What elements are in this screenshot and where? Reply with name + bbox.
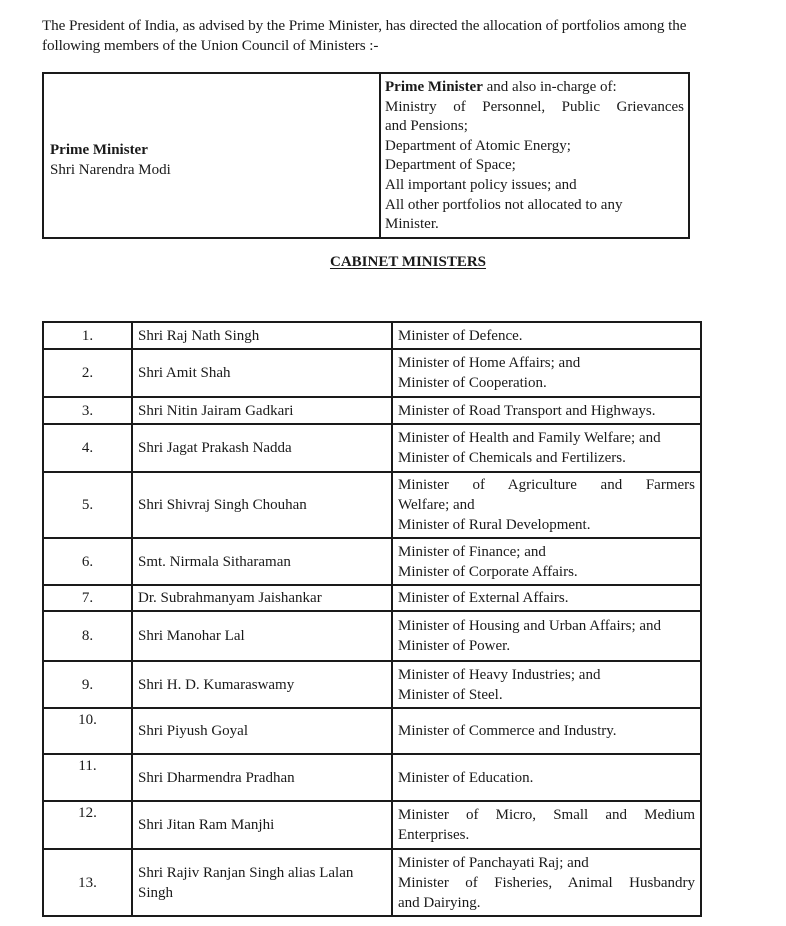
- portfolio-line: Minister of Home Affairs; and: [398, 355, 581, 371]
- portfolio-line: Minister of Education.: [398, 769, 534, 786]
- table-row: [43, 754, 701, 801]
- portfolio-line: Minister of Fisheries, Animal Husbandry: [398, 874, 695, 891]
- portfolio-line: Minister of Health and Family Welfare; and: [398, 430, 661, 446]
- cabinet-ministers-table: [42, 321, 702, 917]
- table-row: [43, 349, 701, 397]
- table-row: [43, 424, 701, 472]
- minister-portfolio: [392, 801, 701, 849]
- minister-portfolio: [392, 322, 701, 349]
- row-number: 5.: [43, 472, 132, 538]
- intro-line-2: following members of the Union Council of Ministers :-: [42, 37, 379, 54]
- minister-name: Shri Amit Shah: [132, 349, 392, 397]
- minister-name: Shri Jagat Prakash Nadda: [132, 424, 392, 472]
- row-number: 6.: [43, 538, 132, 585]
- minister-name: Shri Nitin Jairam Gadkari: [132, 397, 392, 424]
- minister-portfolio: [392, 754, 701, 801]
- portfolio-heading-bold: Prime Minister: [385, 79, 483, 95]
- minister-portfolio: [392, 397, 701, 424]
- portfolio-line: Enterprises.: [398, 827, 470, 843]
- row-number: 11.: [43, 754, 132, 801]
- row-number: 4.: [43, 424, 132, 472]
- minister-portfolio: [392, 849, 701, 916]
- portfolio-line: All other portfolios not allocated to any: [385, 196, 623, 213]
- row-number: 7.: [43, 585, 132, 611]
- minister-name: Shri Rajiv Ranjan Singh alias Lalan Singh: [132, 849, 392, 916]
- minister-portfolio: [392, 708, 701, 754]
- portfolio-heading-rest: and also in-charge of:: [482, 79, 617, 95]
- table-row: [43, 397, 701, 424]
- minister-name: Shri Raj Nath Singh: [132, 322, 392, 349]
- prime-minister-title: Prime Minister: [50, 141, 148, 158]
- portfolio-line: Minister of Commerce and Industry.: [398, 723, 617, 739]
- portfolio-line: Minister of Heavy Industries; and: [398, 666, 601, 683]
- row-number: 13.: [43, 849, 132, 916]
- prime-minister-name: Shri Narendra Modi: [50, 161, 171, 178]
- minister-name: Shri Manohar Lal: [132, 611, 392, 661]
- minister-portfolio: [392, 424, 701, 472]
- portfolio-line: and Dairying.: [398, 894, 481, 911]
- table-row: [43, 472, 701, 538]
- portfolio-line: Minister of Panchayati Raj; and: [398, 854, 589, 871]
- portfolio-line: Minister of External Affairs.: [398, 590, 569, 606]
- portfolio-line: Department of Space;: [385, 157, 516, 174]
- portfolio-line: Minister of Finance; and: [398, 543, 546, 560]
- portfolio-line: Minister of Chemicals and Fertilizers.: [398, 450, 626, 466]
- portfolio-line: Minister of Steel.: [398, 686, 503, 703]
- portfolio-line: Minister of Micro, Small and Medium: [398, 807, 695, 823]
- portfolio-line: Minister of Defence.: [398, 327, 523, 344]
- minister-portfolio: [392, 611, 701, 661]
- minister-name: Shri Dharmendra Pradhan: [132, 754, 392, 801]
- portfolio-line: Minister of Power.: [398, 638, 511, 654]
- table-row: [43, 661, 701, 708]
- minister-portfolio: [392, 538, 701, 585]
- row-number: 2.: [43, 349, 132, 397]
- minister-name: Shri Jitan Ram Manjhi: [132, 801, 392, 849]
- table-row: [43, 322, 701, 349]
- intro-line-1: The President of India, as advised by the Prime Minister, has directed the allocation of portfolios among the: [42, 17, 687, 34]
- portfolio-line: Welfare; and: [398, 497, 475, 513]
- portfolio-line: Minister.: [385, 216, 439, 233]
- table-row: [43, 538, 701, 585]
- portfolio-line: Minister of Housing and Urban Affairs; and: [398, 618, 662, 634]
- table-row: [43, 849, 701, 916]
- minister-portfolio: [392, 472, 701, 538]
- portfolio-line: All important policy issues; and: [385, 176, 577, 193]
- portfolio-line: Minister of Road Transport and Highways.: [398, 402, 656, 419]
- section-title-cabinet-ministers: CABINET MINISTERS: [329, 254, 487, 270]
- portfolio-line: Minister of Agriculture and Farmers: [398, 477, 695, 493]
- row-number: 3.: [43, 397, 132, 424]
- row-number: 8.: [43, 611, 132, 661]
- portfolio-line: Department of Atomic Energy;: [385, 137, 571, 154]
- minister-name: Dr. Subrahmanyam Jaishankar: [132, 585, 392, 611]
- minister-name: Shri Piyush Goyal: [132, 708, 392, 754]
- portfolio-line: and Pensions;: [385, 118, 468, 135]
- row-number: 1.: [43, 322, 132, 349]
- prime-minister-portfolio-cell: [381, 74, 688, 237]
- portfolio-line: Minister of Rural Development.: [398, 517, 591, 533]
- row-number: 12.: [43, 801, 132, 849]
- table-row: [43, 611, 701, 661]
- table-row: [43, 585, 701, 611]
- minister-portfolio: [392, 585, 701, 611]
- row-number: 10.: [43, 708, 132, 754]
- minister-name: Smt. Nirmala Sitharaman: [132, 538, 392, 585]
- table-row: [43, 708, 701, 754]
- portfolio-line: Ministry of Personnel, Public Grievances: [385, 98, 684, 115]
- minister-name: Shri Shivraj Singh Chouhan: [132, 472, 392, 538]
- prime-minister-table: [42, 72, 690, 239]
- intro-paragraph: [42, 16, 782, 56]
- prime-minister-cell: [44, 74, 381, 237]
- portfolio-line: Minister of Corporate Affairs.: [398, 563, 578, 580]
- table-row: [43, 801, 701, 849]
- minister-portfolio: [392, 349, 701, 397]
- portfolio-line: Minister of Cooperation.: [398, 375, 547, 391]
- portfolio-heading: [385, 78, 684, 98]
- minister-name: Shri H. D. Kumaraswamy: [132, 661, 392, 708]
- minister-portfolio: [392, 661, 701, 708]
- row-number: 9.: [43, 661, 132, 708]
